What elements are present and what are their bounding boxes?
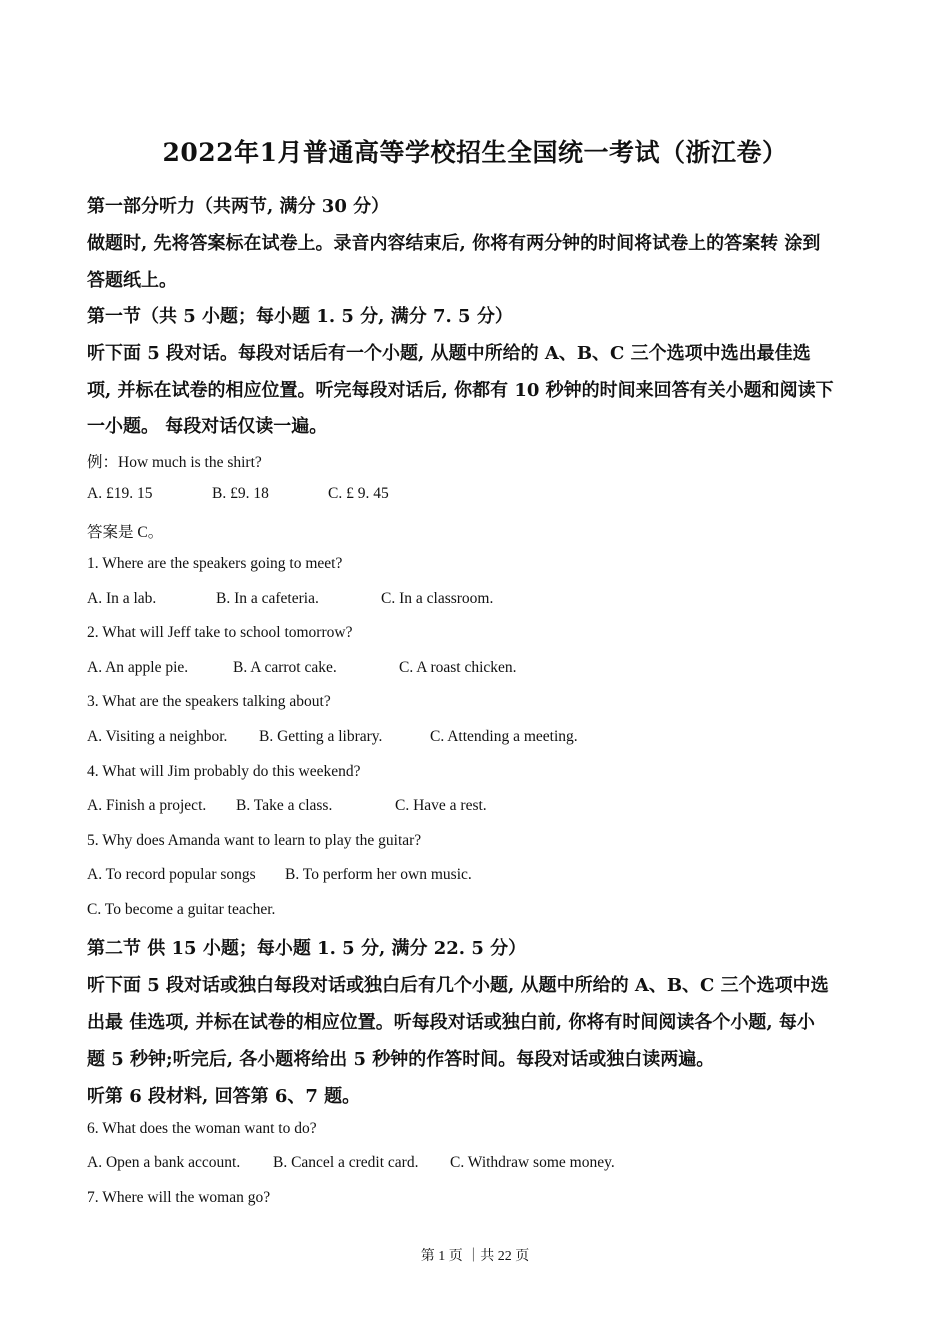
option-a: A. Visiting a neighbor. [87,728,228,745]
option-a: A. Finish a project. [87,797,207,814]
part1-heading: 第一部分听力（共两节, 满分 30 分） [87,196,390,217]
option-a: A. In a lab. [87,590,157,607]
question-5: 5. Why does Amanda want to learn to play the guitar? [87,832,422,849]
section1-instructions-line: 项, 并标在试卷的相应位置。听完每段对话后, 你都有 10 秒钟的时间来回答有关小题和阅读下 [87,380,834,401]
option-c: C. Attending a meeting. [430,728,578,745]
question-1: 1. Where are the speakers going to meet? [87,555,343,572]
example-question: 例：How much is the shirt? [87,454,262,471]
section2-heading: 第二节 供 15 小题；每小题 1. 5 分, 满分 22. 5 分） [87,938,527,959]
option-b: B. £9. 18 [212,485,269,502]
option-c: C. £ 9. 45 [328,485,389,502]
question-2-options [87,659,517,677]
option-b: B. In a cafeteria. [216,590,319,607]
section1-heading: 第一节（共 5 小题；每小题 1. 5 分, 满分 7. 5 分） [87,306,513,327]
option-a: A. To record popular songs [87,866,256,883]
question-5-option-c: C. To become a guitar teacher. [87,901,276,918]
question-2: 2. What will Jeff take to school tomorrow? [87,624,353,641]
section2-instructions-line: 听下面 5 段对话或独白每段对话或独白后有几个小题, 从题中所给的 A、B、C 三个选项中选 [87,975,829,996]
page-title: 2022年1月普通高等学校招生全国统一考试（浙江卷） [162,138,788,167]
question-5-options [87,866,472,884]
material6-heading: 听第 6 段材料, 回答第 6、7 题。 [87,1086,361,1107]
option-c: C. Withdraw some money. [450,1154,615,1171]
question-7: 7. Where will the woman go? [87,1189,271,1206]
question-6: 6. What does the woman want to do? [87,1120,317,1137]
option-a: A. Open a bank account. [87,1154,241,1171]
section2-instructions-line: 题 5 秒钟;听完后, 各小题将给出 5 秒钟的作答时间。每段对话或独白读两遍。 [87,1049,715,1070]
option-b: B. To perform her own music. [285,866,472,883]
option-a: A. £19. 15 [87,485,153,502]
page-footer: 第 1 页 ｜共 22 页 [420,1249,530,1264]
option-c: C. Have a rest. [395,797,487,814]
option-b: B. A carrot cake. [233,659,337,676]
instructions-line: 做题时, 先将答案标在试卷上。录音内容结束后, 你将有两分钟的时间将试卷上的答案转 涂到 [87,233,821,254]
option-a: A. An apple pie. [87,659,189,676]
question-3: 3. What are the speakers talking about? [87,693,331,710]
question-6-options [87,1154,615,1172]
option-b: B. Take a class. [236,797,333,814]
instructions-line: 答题纸上。 [87,270,177,291]
section1-instructions-line: 听下面 5 段对话。每段对话后有一个小题, 从题中所给的 A、B、C 三个选项中选出最佳选 [87,343,811,364]
question-1-options [87,590,493,608]
option-b: B. Cancel a credit card. [273,1154,419,1171]
example-options [87,485,389,503]
option-b: B. Getting a library. [259,728,383,745]
question-3-options [87,728,578,746]
example-answer: 答案是 C。 [87,524,164,541]
section2-instructions-line: 出最 佳选项, 并标在试卷的相应位置。听每段对话或独白前, 你将有时间阅读各个小题, 每小 [87,1012,815,1033]
option-c: C. In a classroom. [381,590,494,607]
option-c: C. A roast chicken. [399,659,517,676]
question-4: 4. What will Jim probably do this weekend? [87,763,361,780]
question-4-options [87,797,487,815]
section1-instructions-line: 一小题。 每段对话仅读一遍。 [87,416,328,437]
